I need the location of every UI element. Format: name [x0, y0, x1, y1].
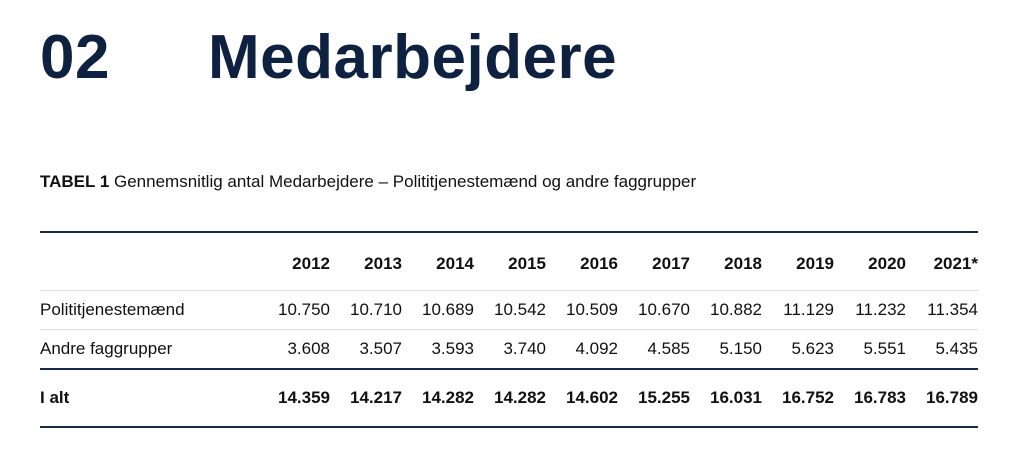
- employee-table: [40, 233, 978, 428]
- header-cell-year: 2014: [402, 233, 474, 290]
- table-cell: 5.623: [791, 338, 834, 358]
- header-cell-year: 2021*: [906, 233, 978, 290]
- header-cell-year: 2013: [330, 233, 402, 290]
- total-cell: 14.359: [258, 369, 330, 427]
- table-caption-text: Gennemsnitlig antal Medarbejdere – Polititjenestemænd og andre faggrupper: [109, 172, 697, 191]
- table-caption-label: TABEL 1: [40, 172, 110, 191]
- table-cell: 5.551: [863, 338, 906, 358]
- header-cell-empty: [40, 233, 258, 290]
- header-cell-year: 2018: [690, 233, 762, 290]
- total-cell: 15.255: [618, 369, 690, 427]
- total-label: I alt: [40, 369, 258, 427]
- total-cell: 16.789: [906, 369, 978, 427]
- row-label: Polititjenestemænd: [40, 290, 258, 329]
- table-cell: 3.507: [359, 338, 402, 358]
- table-cell: 4.585: [647, 338, 690, 358]
- table-cell: 11.232: [834, 290, 906, 329]
- section-heading: [40, 18, 617, 98]
- table-cell: 4.092: [575, 338, 618, 358]
- table-total-row: [40, 369, 978, 427]
- table-cell: 10.710: [330, 290, 402, 329]
- header-cell-year: 2017: [618, 233, 690, 290]
- total-cell: 14.282: [474, 369, 546, 427]
- table-cell: 3.608: [287, 338, 330, 358]
- table-cell: 11.129: [762, 290, 834, 329]
- table-cell: 5.150: [719, 338, 762, 358]
- table-cell: 11.354: [906, 290, 978, 329]
- table-cell: 5.435: [935, 338, 978, 358]
- total-cell: 16.752: [762, 369, 834, 427]
- section-number: 02: [40, 23, 110, 92]
- table-cell: 10.689: [402, 290, 474, 329]
- table-cell: 10.882: [690, 290, 762, 329]
- table-cell: 10.670: [618, 290, 690, 329]
- total-cell: 14.602: [546, 369, 618, 427]
- header-cell-year: 2016: [546, 233, 618, 290]
- table-row-polititjenestemaend: [40, 290, 978, 329]
- row-label: Andre faggrupper: [40, 338, 173, 358]
- section-title: Medarbejdere: [208, 23, 618, 92]
- total-cell: 16.031: [690, 369, 762, 427]
- table-cell: 10.542: [474, 290, 546, 329]
- table-header-row: [40, 233, 978, 290]
- table-cell: 3.593: [431, 338, 474, 358]
- table-cell: 10.750: [258, 290, 330, 329]
- table-cell: 3.740: [503, 338, 546, 358]
- header-cell-year: 2012: [258, 233, 330, 290]
- total-cell: 14.282: [402, 369, 474, 427]
- table-caption: [40, 172, 696, 192]
- table-cell: 10.509: [546, 290, 618, 329]
- header-cell-year: 2015: [474, 233, 546, 290]
- employee-table-container: [40, 231, 978, 428]
- header-cell-year: 2019: [762, 233, 834, 290]
- table-row-andre-faggrupper: [40, 329, 978, 369]
- total-cell: 14.217: [330, 369, 402, 427]
- header-cell-year: 2020: [834, 233, 906, 290]
- total-cell: 16.783: [834, 369, 906, 427]
